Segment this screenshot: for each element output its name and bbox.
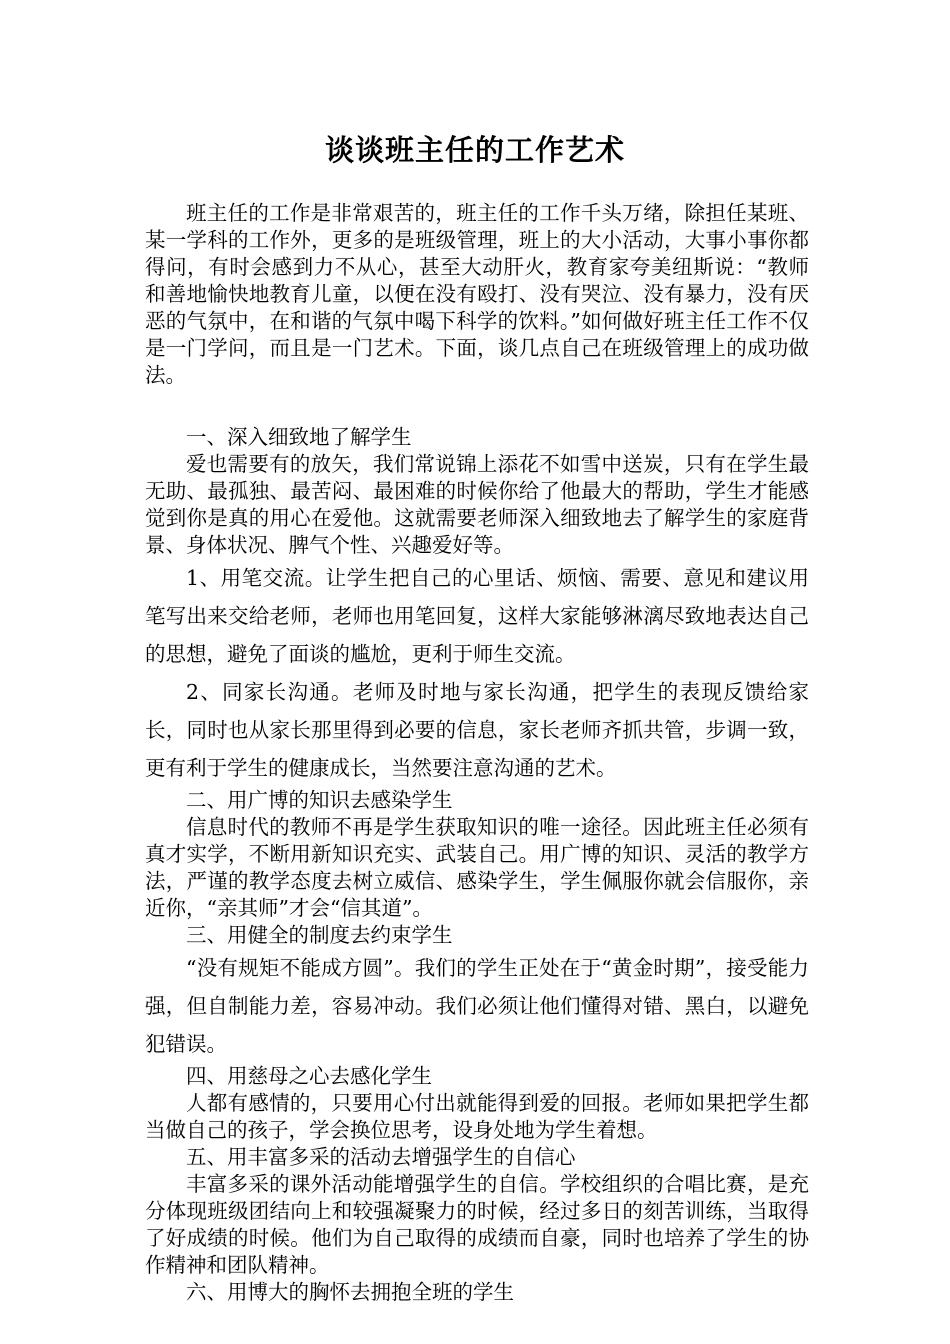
main-block bbox=[145, 424, 809, 1306]
section-1-paragraph-3: 2、同家长沟通。老师及时地与家长沟通，把学生的表现反馈给家长，同时也从家长那里得到必要的信息，家长老师齐抓共管，步调一致，更有利于学生的健康成长，当然要注意沟通的艺术。 bbox=[145, 680, 809, 780]
section-5-paragraph-1: 丰富多采的课外活动能增强学生的自信。学校组织的合唱比赛，是充分体现班级团结向上和较强凝聚力的时候，经过多日的刻苦训练，当取得了好成绩的时候。他们为自己取得的成绩而自豪，同时也培养了学生的协作精神和团队精神。 bbox=[145, 1172, 809, 1277]
section-heading-6: 六、用博大的胸怀去拥抱全班的学生 bbox=[186, 1280, 514, 1304]
section-heading-4: 四、用慈母之心去感化学生 bbox=[186, 1064, 432, 1088]
intro-paragraph: 班主任的工作是非常艰苦的，班主任的工作千头万绪，除担任某班、某一学科的工作外，更多的是班级管理，班上的大小活动，大事小事你都得问，有时会感到力不从心，甚至大动肝火，教育家夸美纽斯说：“教师和善地愉快地教育儿童，以便在没有殴打、没有哭泣、没有暴力，没有厌恶的气氛中，在和谐的气氛中喝下科学的饮料。”如何做好班主任工作不仅是一门学问，而且是一门艺术。下面，谈几点自己在班级管理上的成功做法。 bbox=[145, 201, 809, 387]
section-heading-5: 五、用丰富多采的活动去增强学生的自信心 bbox=[186, 1145, 576, 1169]
section-2-paragraph-1: 信息时代的教师不再是学生获取知识的唯一途径。因此班主任必须有真才实学，不断用新知识充实、武装自己。用广博的知识、灵活的教学方法，严谨的教学态度去树立威信、感染学生，学生佩服你就会信服你，亲近你，“亲其师”才会“信其道”。 bbox=[145, 815, 809, 920]
section-3-paragraph-1: “没有规矩不能成方圆”。我们的学生正处在于“黄金时期”，接受能力强，但自制能力差，容易冲动。我们必须让他们懂得对错、黑白，以避免犯错误。 bbox=[145, 956, 809, 1056]
section-1-paragraph-1: 爱也需要有的放矢，我们常说锦上添花不如雪中送炭，只有在学生最无助、最孤独、最苦闷、最困难的时候你给了他最大的帮助，学生才能感觉到你是真的用心在爱他。这就需要老师深入细致地去了解学生的家庭背景、身体状况、脾气个性、兴趣爱好等。 bbox=[145, 452, 809, 557]
section-4-paragraph-1: 人都有感情的，只要用心付出就能得到爱的回报。老师如果把学生都当做自己的孩子，学会换位思考，设身处地为学生着想。 bbox=[145, 1091, 809, 1142]
document-title: 谈谈班主任的工作艺术 bbox=[324, 133, 625, 167]
section-heading-1: 一、深入细致地了解学生 bbox=[186, 425, 412, 449]
intro-block bbox=[145, 200, 809, 389]
section-heading-3: 三、用健全的制度去约束学生 bbox=[186, 923, 453, 947]
section-1-paragraph-2: 1、用笔交流。让学生把自己的心里话、烦恼、需要、意见和建议用笔写出来交给老师，老师也用笔回复，这样大家能够淋漓尽致地表达自己的思想，避免了面谈的尴尬，更利于师生交流。 bbox=[145, 566, 809, 666]
section-heading-2: 二、用广博的知识去感染学生 bbox=[186, 788, 453, 812]
